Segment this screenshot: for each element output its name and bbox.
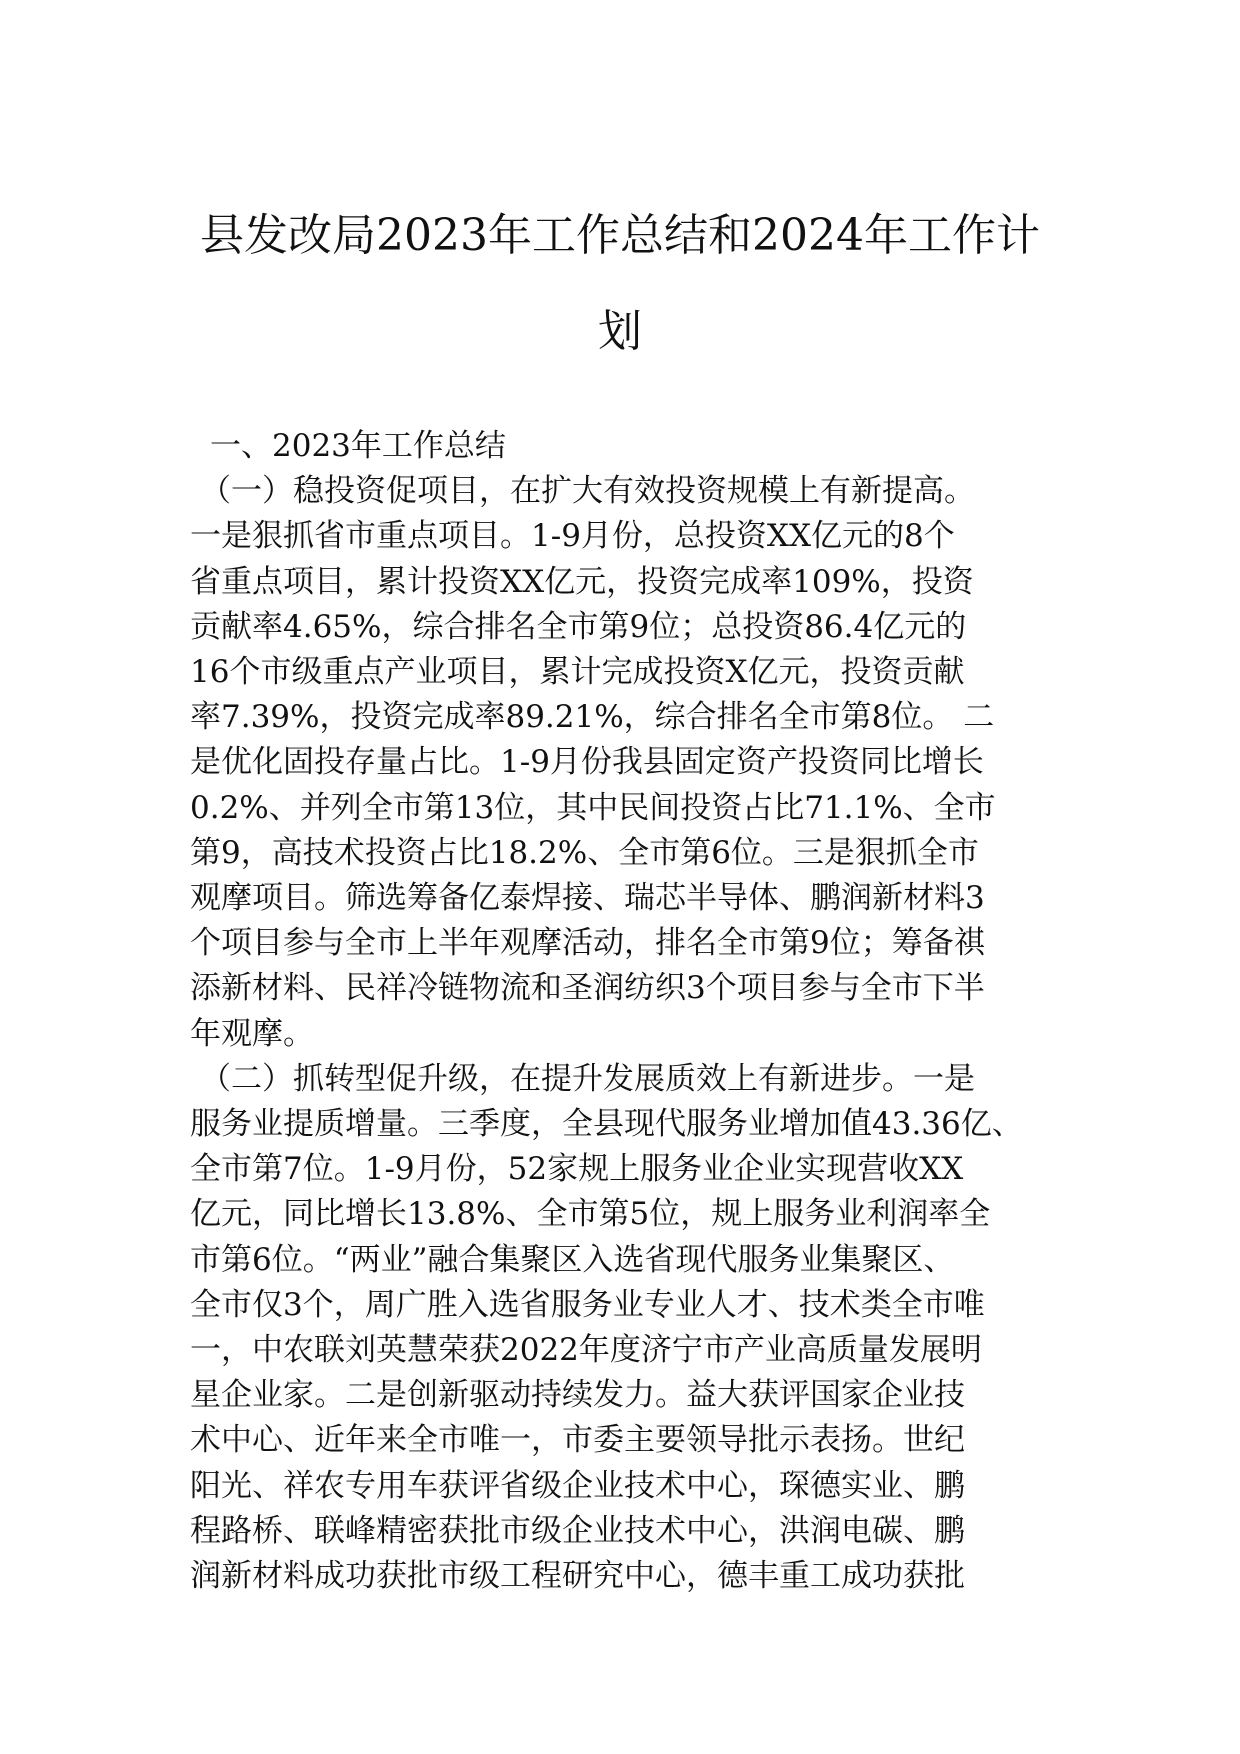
paragraph-line: 服务业提质增量。三季度，全县现代服务业增加值43.36亿、 — [190, 1106, 1023, 1143]
paragraph-line: 全市仅3个，周广胜入选省服务业专业人才、技术类全市唯 — [190, 1286, 985, 1323]
paragraph-line: 程路桥、联峰精密获批市级企业技术中心，洪润电碳、鹏 — [190, 1512, 965, 1549]
paragraph-line: 术中心、近年来全市唯一，市委主要领导批示表扬。世纪 — [190, 1422, 965, 1459]
paragraph-line: 贡献率4.65%，综合排名全市第9位；总投资86.4亿元的 — [190, 608, 967, 645]
paragraph-line: 观摩项目。筛选筹备亿泰焊接、瑞芯半导体、鹏润新材料3 — [190, 880, 985, 917]
paragraph-investment — [190, 469, 1060, 1057]
document-title — [180, 188, 1060, 380]
paragraph-line: 全市第7位。1-9月份，52家规上服务业企业实现营收XX — [190, 1151, 964, 1188]
paragraph-line: 一是狠抓省市重点项目。1-9月份，总投资XX亿元的8个 — [190, 518, 955, 555]
paragraph-line: （二）抓转型促升级，在提升发展质效上有新进步。一是 — [200, 1060, 975, 1097]
paragraph-line: 16个市级重点产业项目，累计完成投资X亿元，投资贡献 — [190, 654, 965, 691]
paragraph-line: 第9，高技术投资占比18.2%、全市第6位。三是狠抓全市 — [190, 834, 979, 871]
title-line-2: 划 — [598, 306, 642, 357]
paragraph-line: 市第6位。“两业”融合集聚区入选省现代服务业集聚区、 — [190, 1241, 955, 1278]
paragraph-line: 添新材料、民祥冷链物流和圣润纺织3个项目参与全市下半 — [190, 970, 985, 1007]
section-heading: 一、2023年工作总结 — [210, 428, 506, 464]
paragraph-line: 润新材料成功获批市级工程研究中心，德丰重工成功获批 — [190, 1558, 965, 1595]
paragraph-line: 阳光、祥农专用车获评省级企业技术中心，琛德实业、鹏 — [190, 1467, 965, 1504]
title-line-1: 县发改局2023年工作总结和2024年工作计 — [200, 210, 1040, 261]
paragraph-line: 0.2%、并列全市第13位，其中民间投资占比71.1%、全市 — [190, 789, 996, 826]
paragraph-line: 省重点项目，累计投资XX亿元，投资完成率109%，投资 — [190, 563, 974, 600]
paragraph-line: 亿元，同比增长13.8%、全市第5位，规上服务业利润率全 — [190, 1196, 991, 1233]
paragraph-line: 是优化固投存量占比。1-9月份我县固定资产投资同比增长 — [190, 744, 984, 781]
document-body — [190, 424, 1060, 1599]
paragraph-line: （一）稳投资促项目，在扩大有效投资规模上有新提高。 — [200, 473, 975, 510]
paragraph-line: 个项目参与全市上半年观摩活动，排名全市第9位；筹备祺 — [190, 925, 985, 962]
paragraph-line: 年观摩。 — [190, 1015, 314, 1052]
paragraph-transformation — [190, 1057, 1060, 1599]
paragraph-line: 率7.39%，投资完成率89.21%，综合排名全市第8位。 二 — [190, 699, 995, 736]
paragraph-line: 星企业家。二是创新驱动持续发力。益大获评国家企业技 — [190, 1377, 965, 1414]
paragraph-line: 一，中农联刘英慧荣获2022年度济宁市产业高质量发展明 — [190, 1332, 982, 1369]
